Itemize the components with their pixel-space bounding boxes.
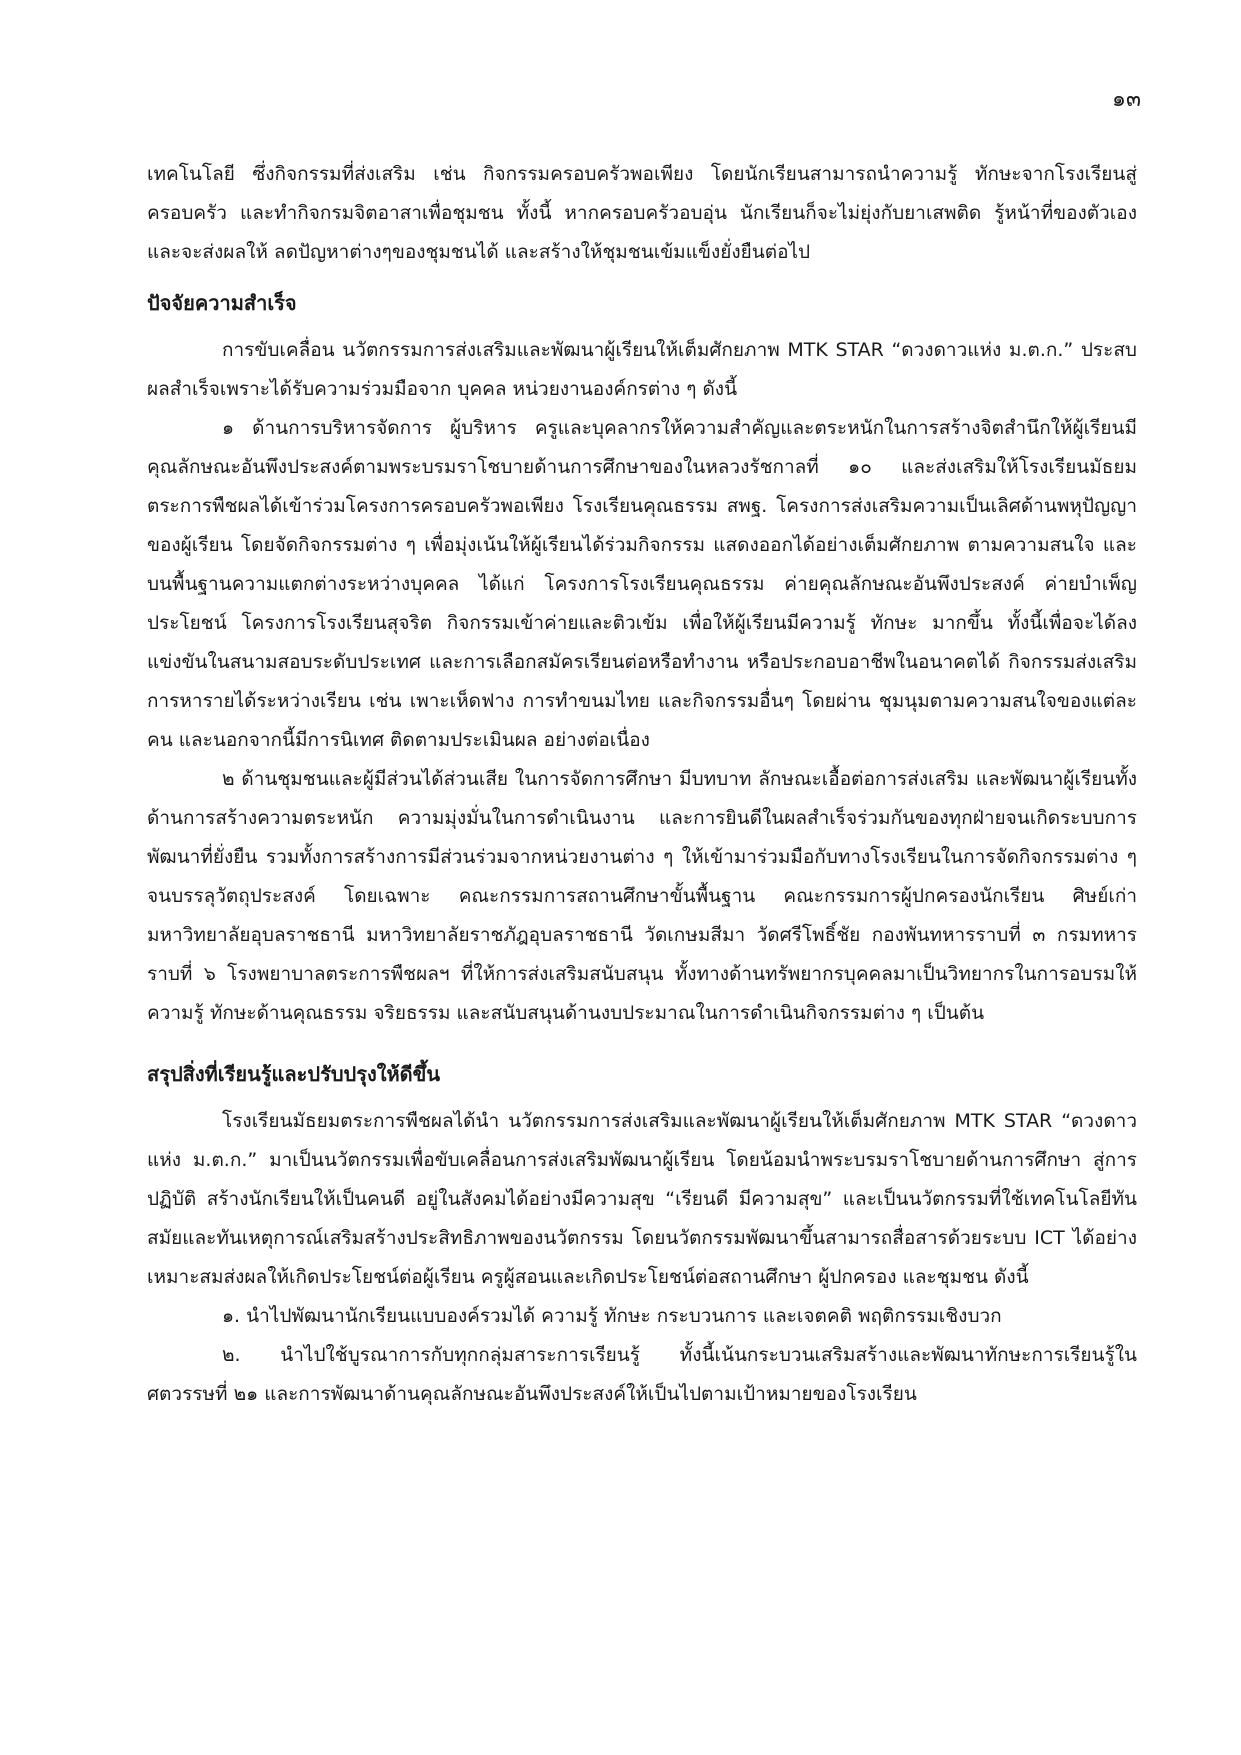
lessons-learned-item-1: ๑. นำไปพัฒนานักเรียนแบบองค์รวมได้ ความรู้ ทักษะ กระบวนการ และเจตคติ พฤติกรรมเชิงบวก [222,1305,1002,1327]
success-factors-intro: การขับเคลื่อน นวัตกรรมการส่งเสริมและพัฒนาผู้เรียนให้เต็มศักยภาพ MTK STAR “ดวงดาวแห่ง ม.ต.ก.” ประสบผลสำเร็จเพราะได้รับความร่วมมือจาก บุคคล หน่วยงานองค์กรต่าง ๆ ดังนี้ [147,339,1137,400]
document-body [147,155,1137,1414]
lessons-learned-item-2: ๒. นำไปใช้บูรณาการกับทุกกลุ่มสาระการเรียนรู้ ทั้งนี้เน้นกระบวนเสริมสร้างและพัฒนาทักษะการเรียนรู้ในศตวรรษที่ ๒๑ และการพัฒนาด้านคุณลักษณะอันพึงประสงค์ให้เป็นไปตามเป้าหมายของโรงเรียน [147,1344,1137,1405]
success-factors-heading: ปัจจัยความสำเร็จ [147,291,297,315]
lessons-learned-intro: โรงเรียนมัธยมตระการพืชผลได้นำ นวัตกรรมการส่งเสริมและพัฒนาผู้เรียนให้เต็มศักยภาพ MTK STAR “ดวงดาวแห่ง ม.ต.ก.” มาเป็นนวัตกรรมเพื่อขับเคลื่อนการส่งเสริมพัฒนาผู้เรียน โดยน้อมนำพระบรมราโชบายด้านการศึกษา สู่การปฏิบัติ สร้างนักเรียนให้เป็นคนดี อยู่ในสังคมได้อย่างมีความสุข “เรียนดี มีความสุข” และเป็นนวัตกรรมที่ใช้เทคโนโลยีทันสมัยและทันเหตุการณ์เสริมสร้างประสิทธิภาพของนวัตกรรม โดยนวัตกรรมพัฒนาขึ้นสามารถสื่อสารด้วยระบบ ICT ได้อย่างเหมาะสมส่งผลให้เกิดประโยชน์ต่อผู้เรียน ครูผู้สอนและเกิดประโยชน์ต่อสถานศึกษา ผู้ปกครอง และชุมชน ดังนี้ [147,1110,1137,1288]
page-number: ๑๓ [1111,87,1141,112]
success-factor-item-1: ๑ ด้านการบริหารจัดการ ผู้บริหาร ครูและบุคลากรให้ความสำคัญและตระหนักในการสร้างจิตสำนึกให้ผู้เรียนมีคุณลักษณะอันพึงประสงค์ตามพระบรมราโชบายด้านการศึกษาของในหลวงรัชกาลที่ ๑๐ และส่งเสริมให้โรงเรียนมัธยมตระการพืชผลได้เข้าร่วมโครงการครอบครัวพอเพียง โรงเรียนคุณธรรม สพฐ. โครงการส่งเสริมความเป็นเลิศด้านพหุปัญญาของผู้เรียน โดยจัดกิจกรรมต่าง ๆ เพื่อมุ่งเน้นให้ผู้เรียนได้ร่วมกิจกรรม แสดงออกได้อย่างเต็มศักยภาพ ตามความสนใจ และบนพื้นฐานความแตกต่างระหว่างบุคคล ได้แก่ โครงการโรงเรียนคุณธรรม ค่ายคุณลักษณะอันพึงประสงค์ ค่ายบำเพ็ญประโยชน์ โครงการโรงเรียนสุจริต กิจกรรมเข้าค่ายและติวเข้ม เพื่อให้ผู้เรียนมีความรู้ ทักษะ มากขึ้น ทั้งนี้เพื่อจะได้ลงแข่งขันในสนามสอบระดับประเทศ และการเลือกสมัครเรียนต่อหรือทำงาน หรือประกอบอาชีพในอนาคตได้ กิจกรรมส่งเสริมการหารายได้ระหว่างเรียน เช่น เพาะเห็ดฟาง การทำขนมไทย และกิจกรรมอื่นๆ โดยผ่าน ชุมนุมตามความสนใจของแต่ละคน และนอกจากนี้มีการนิเทศ ติดตามประเมินผล อย่างต่อเนื่อง [147,417,1137,751]
lessons-learned-heading: สรุปสิ่งที่เรียนรู้และปรับปรุงให้ดีขึ้น [147,1062,441,1086]
success-factor-item-2: ๒ ด้านชุมชนและผู้มีส่วนได้ส่วนเสีย ในการจัดการศึกษา มีบทบาท ลักษณะเอื้อต่อการส่งเสริม และพัฒนาผู้เรียนทั้งด้านการสร้างความตระหนัก ความมุ่งมั่นในการดำเนินงาน และการยินดีในผลสำเร็จร่วมกันของทุกฝ่ายจนเกิดระบบการพัฒนาที่ยั่งยืน รวมทั้งการสร้างการมีส่วนร่วมจากหน่วยงานต่าง ๆ ให้เข้ามาร่วมมือกับทางโรงเรียนในการจัดกิจกรรมต่าง ๆ จนบรรลุวัตถุประสงค์ โดยเฉพาะ คณะกรรมการสถานศึกษาขั้นพื้นฐาน คณะกรรมการผู้ปกครองนักเรียน ศิษย์เก่า มหาวิทยาลัยอุบลราชธานี มหาวิทยาลัยราชภัฎอุบลราชธานี วัดเกษมสีมา วัดศรีโพธิ์ชัย กองพันทหารราบที่ ๓ กรมทหารราบที่ ๖ โรงพยาบาลตระการพืชผลฯ ที่ให้การส่งเสริมสนับสนุน ทั้งทางด้านทรัพยากรบุคคลมาเป็นวิทยากรในการอบรมให้ความรู้ ทักษะด้านคุณธรรม จริยธรรม และสนับสนุนด้านงบประมาณในการดำเนินกิจกรรมต่าง ๆ เป็นต้น [147,768,1137,1024]
intro-paragraph: เทคโนโลยี ซึ่งกิจกรรมที่ส่งเสริม เช่น กิจกรรมครอบครัวพอเพียง โดยนักเรียนสามารถนำความรู้ ทักษะจากโรงเรียนสู่ครอบครัว และทำกิจกรมจิตอาสาเพื่อชุมชน ทั้งนี้ หากครอบครัวอบอุ่น นักเรียนก็จะไม่ยุ่งกับยาเสพติด รู้หน้าที่ของตัวเอง และจะส่งผลให้ ลดปัญหาต่างๆของชุมชนได้ และสร้างให้ชุมชนเข้มแข็งยั่งยืนต่อไป [147,163,1137,263]
